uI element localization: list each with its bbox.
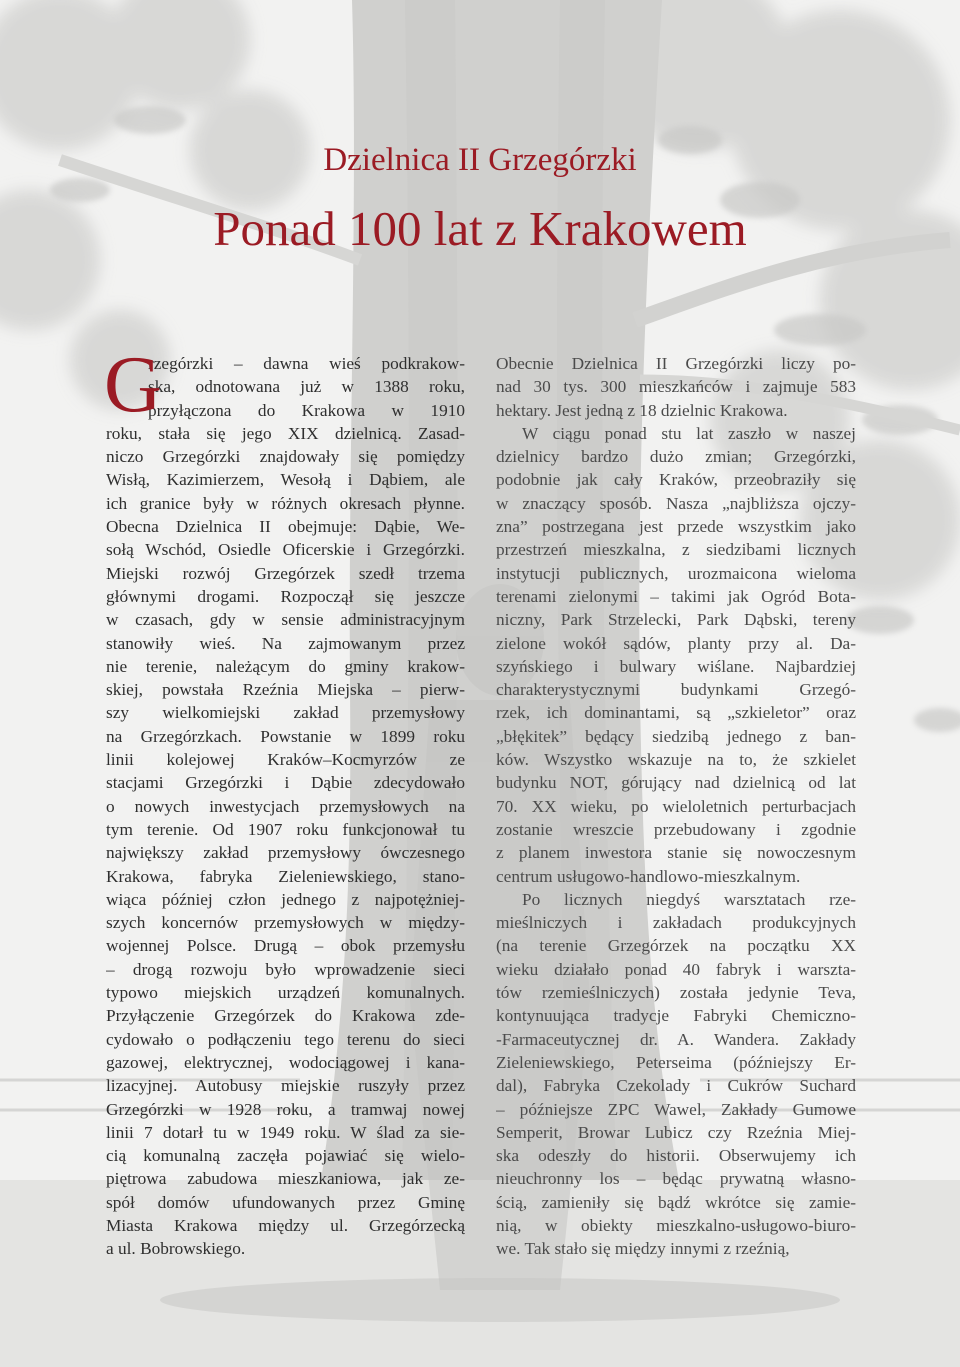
text-line: nad 30 tys. 300 mieszkańców i zajmuje 583 xyxy=(496,377,856,397)
text-line: podobnie jak cały Kraków, przeobraziły się xyxy=(496,470,856,490)
text-line: tów rzemieślniczych) została jedynie Teva, xyxy=(496,983,856,1003)
text-line: ska, odnotowana już w 1388 roku, xyxy=(148,377,465,397)
text-line: ścią, zamieniły się bądź wkrótce się zamie- xyxy=(496,1192,856,1212)
drop-cap: G xyxy=(104,341,162,429)
text-line: cydowało o podłączeniu tego terenu do sieci xyxy=(106,1029,465,1049)
text-line: ich granice były w różnych okresach płynne. xyxy=(106,493,465,513)
text-line: nieuchronny los – będąc prywatną własno- xyxy=(496,1169,856,1189)
text-line: w znaczący sposób. Nasza „najbliższa ojczy- xyxy=(496,493,856,513)
text-line: z planem inwestora stanie się nowoczesnym xyxy=(496,843,856,863)
text-line: ska odeszły do historii. Obserwujemy ich xyxy=(496,1146,856,1166)
text-line: we. Tak stało się między innymi z rzeźnią, xyxy=(496,1239,790,1259)
subtitle: Dzielnica II Grzegórzki xyxy=(323,142,637,178)
text-line: Semperit, Browar Lubicz czy Rzeźnia Miej- xyxy=(496,1122,856,1142)
text-line: budynku NOT, górujący nad dzielnicą od lat xyxy=(496,773,856,793)
text-line: – późniejsze ZPC Wawel, Zakłady Gumowe xyxy=(496,1099,856,1119)
text-line: Wisłą, Kazimierzem, Wesołą i Dąbiem, ale xyxy=(106,470,465,490)
text-line: hektary. Jest jedną z 18 dzielnic Krakowa. xyxy=(496,400,788,420)
text-line: szych koncernów przemysłowych w między- xyxy=(106,913,465,933)
text-line: największy zakład przemysłowy ówczesnego xyxy=(106,843,465,863)
text-line: niczny, Park Strzelecki, Park Dąbski, tereny xyxy=(496,610,856,630)
text-line: charakterystycznymi budynkami Grzegó- xyxy=(496,680,856,700)
text-line: zostanie wreszcie przebudowany i zgodnie xyxy=(496,819,856,839)
text-line: 70. XX wieku, po wieloletnich perturbacjach xyxy=(496,796,856,816)
text-line: nie terenie, należącym do gminy krakow- xyxy=(106,656,465,676)
text-line: linii kolejowej Kraków–Kocmyrzów ze xyxy=(106,750,465,770)
text-line: centrum usługowo-handlowo-mieszkalnym. xyxy=(496,866,801,886)
text-line: kontynuująca tradycje Fabryki Chemiczno- xyxy=(496,1006,856,1026)
text-line: piętrowa zabudowa mieszkaniowa, jak ze- xyxy=(106,1169,465,1189)
text-line: Obecna Dzielnica II obejmuje: Dąbie, We- xyxy=(106,517,465,537)
text-line: w czasach, gdy w sensie administracyjnym xyxy=(106,610,465,630)
text-line: nią, w obiekty mieszkalno-usługowo-biuro- xyxy=(496,1215,856,1235)
text-line: rzegórzki – dawna wieś podkrakow- xyxy=(148,354,465,373)
text-line: (na terenie Grzegórzek na początku XX xyxy=(496,936,856,956)
text-line: stacjami Grzegórzki i Dąbie zdecydowało xyxy=(106,773,465,793)
text-line: Przyłączenie Grzegórzek do Krakowa zde- xyxy=(106,1006,465,1026)
text-line: szy wielkomiejski zakład przemysłowy xyxy=(106,703,465,723)
text-line: Obecnie Dzielnica II Grzegórzki liczy po- xyxy=(496,354,856,373)
text-line: lizacyjnej. Autobusy miejskie ruszyły przez xyxy=(106,1076,465,1096)
text-line: o nowych inwestycjach przemysłowych na xyxy=(106,796,465,816)
text-line: Po licznych niegdyś warsztatach rze- xyxy=(522,889,856,909)
text-line: spół domów ufundowanych przez Gminę xyxy=(106,1192,465,1212)
text-line: stanowiły wieś. Na zajmowanym przez xyxy=(106,633,465,653)
text-line: wieku działało ponad 40 fabryk i warszta- xyxy=(496,959,856,979)
text-line: skiej, powstała Rzeźnia Miejska – pierw- xyxy=(106,680,465,700)
text-line: Miejski rozwój Grzegórzek szedł trzema xyxy=(106,563,465,583)
text-line: mieślniczych i zakładach produkcyjnych xyxy=(496,913,856,933)
text-line: zna” postrzegana jest przede wszystkim jako xyxy=(496,517,856,537)
text-line: wiąca później człon jednego z najpotężniej- xyxy=(106,889,465,909)
text-line: sołą Wschód, Osiedle Oficerskie i Grzegórzki. xyxy=(106,540,465,560)
text-line: gazowej, elektrycznej, wodociągowej i kana- xyxy=(106,1052,465,1072)
text-line: Krakowa, fabryka Zieleniewskiego, stano- xyxy=(106,866,465,886)
text-line: szyńskiego i bulwary wiślane. Najbardziej xyxy=(496,656,856,676)
text-line: dzielnicy bardzo dużo zmian; Grzegórzki, xyxy=(496,447,856,467)
text-line: rzek, ich dominantami, są „szkieletor” oraz xyxy=(496,703,856,723)
text-line: głównymi drogami. Rozpoczął się jeszcze xyxy=(106,586,465,606)
text-line: roku, stała się jego XIX dzielnicą. Zasad- xyxy=(106,423,465,443)
text-line: Miasta Krakowa między ul. Grzegórzecką xyxy=(106,1215,465,1235)
page-title: Ponad 100 lat z Krakowem xyxy=(213,201,747,256)
text-line: cią komunalną zaczęła pojawiać się wielo- xyxy=(106,1146,465,1166)
right-column xyxy=(496,352,856,1261)
text-line: linii 7 dotarł tu w 1949 roku. W ślad za sie- xyxy=(106,1122,465,1142)
text-line: wojennej Polsce. Drugą – obok przemysłu xyxy=(106,936,465,956)
text-line: Zieleniewskiego, Peterseima (późniejszy Er- xyxy=(496,1052,856,1072)
text-line: dal), Fabryka Czekolady i Cukrów Suchard xyxy=(496,1076,856,1096)
text-line: przestrzeń mieszkalna, z siedzibami licznych xyxy=(496,540,856,560)
text-line: Grzegórzki w 1928 roku, a tramwaj nowej xyxy=(106,1099,465,1119)
text-line: zielone wokół sądów, planty przy al. Da- xyxy=(496,633,856,653)
text-line: ków. Wszystko wskazuje na to, że szkielet xyxy=(496,750,856,770)
text-line: na Grzegórzkach. Powstanie w 1899 roku xyxy=(106,726,465,746)
left-column xyxy=(104,341,465,1261)
text-line: przyłączona do Krakowa w 1910 xyxy=(148,400,465,420)
text-line: a ul. Bobrowskiego. xyxy=(106,1239,246,1259)
text-line: tym terenie. Od 1907 roku funkcjonował tu xyxy=(106,819,465,839)
text-line: W ciągu ponad stu lat zaszło w naszej xyxy=(522,423,856,443)
text-line: typowo miejskich urządzeń komunalnych. xyxy=(106,983,465,1003)
text-line: instytucji publicznych, urozmaicona wieloma xyxy=(496,563,856,583)
text-line: niczo Grzegórzki znajdowały się pomiędzy xyxy=(106,447,465,467)
text-line: terenami zielonymi – takimi jak Ogród Bota- xyxy=(496,586,856,606)
text-line: – drogą rozwoju było wprowadzenie sieci xyxy=(106,959,465,979)
text-line: „błękitek” będący siedzibą jednego z ban- xyxy=(496,726,856,746)
text-line: -Farmaceutycznej dr. A. Wandera. Zakłady xyxy=(496,1029,856,1049)
